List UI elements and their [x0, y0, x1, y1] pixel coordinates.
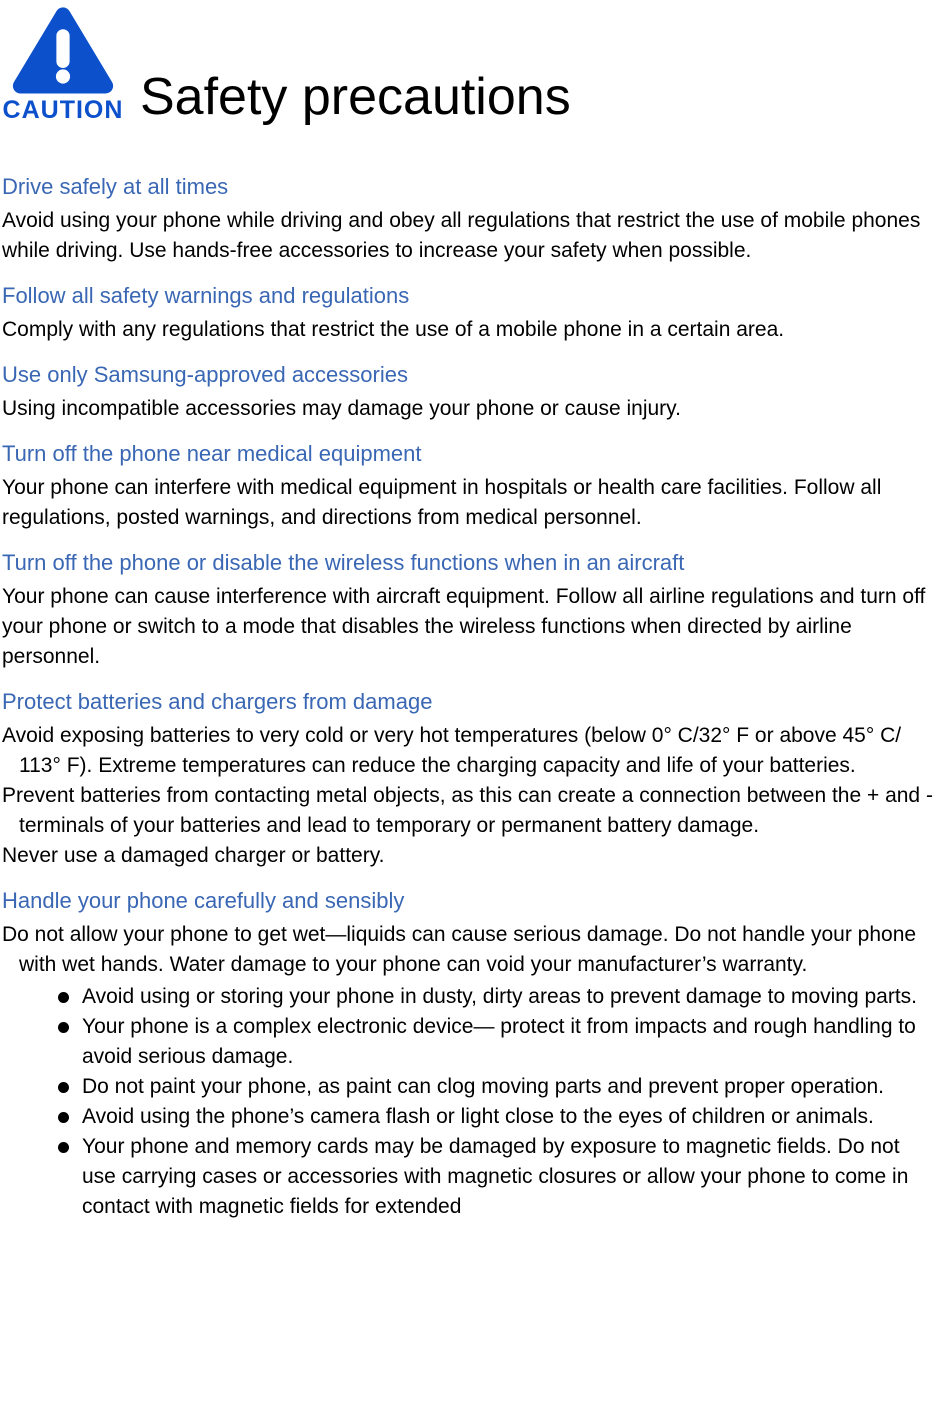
section-heading: Protect batteries and chargers from damage — [2, 689, 433, 714]
list-item-text: Do not paint your phone, as paint can clog moving parts and prevent proper operation. — [82, 1075, 885, 1098]
section-heading: Drive safely at all times — [2, 174, 229, 199]
section-drive-safely — [2, 173, 936, 266]
list-item-text: Avoid using or storing your phone in dusty, dirty areas to prevent damage to moving parts. — [82, 985, 918, 1008]
paragraph: Your phone can cause interference with aircraft equipment. Follow all airline regulations and turn off your phone or switch to a mode that disables the wireless functions when directed by airline personnel. — [2, 585, 926, 668]
paragraph: Do not allow your phone to get wet—liquids can cause serious damage. Do not handle your phone with wet hands. Water damage to your phone can void your manufacturer’s warranty. — [2, 923, 917, 976]
paragraph: Avoid using your phone while driving and obey all regulations that restrict the use of mobile phones while driving. Use hands-free accessories to increase your safety when possible. — [2, 209, 921, 262]
bullet-dot-icon — [58, 1142, 69, 1153]
list-item-text: Avoid using the phone’s camera flash or light close to the eyes of children or animals. — [82, 1105, 874, 1128]
caution-triangle-icon — [11, 4, 115, 96]
section-batteries-chargers — [2, 688, 936, 871]
list-item — [2, 1132, 936, 1222]
section-heading: Turn off the phone or disable the wireless functions when in an aircraft — [2, 550, 685, 575]
list-item — [2, 1072, 936, 1102]
paragraph: Using incompatible accessories may damage your phone or cause injury. — [2, 397, 681, 420]
paragraph: Avoid exposing batteries to very cold or very hot temperatures (below 0° C/32° F or above 45° C/ 113° F). Extreme temperatures can reduce the charging capacity and life of your batteries. — [2, 724, 902, 777]
list-item — [2, 1012, 936, 1072]
section-heading: Turn off the phone near medical equipment — [2, 441, 422, 466]
page-header — [2, 2, 936, 126]
paragraph: Prevent batteries from contacting metal objects, as this can create a connection between the + and - terminals of your batteries and lead to temporary or permanent battery damage. — [2, 784, 933, 837]
page-title: Safety precautions — [140, 68, 571, 126]
list-item-text: Your phone and memory cards may be damaged by exposure to magnetic fields. Do not use carrying cases or accessories with magnetic closures or allow your phone to come in contact with magnetic fields for extended — [82, 1135, 909, 1218]
section-heading: Follow all safety warnings and regulations — [2, 283, 410, 308]
list-item — [2, 1102, 936, 1132]
bullet-dot-icon — [58, 1112, 69, 1123]
bullet-dot-icon — [58, 1022, 69, 1033]
section-approved-accessories — [2, 361, 936, 424]
list-item — [2, 982, 936, 1012]
caution-label: CAUTION — [2, 96, 124, 124]
bullet-dot-icon — [58, 1082, 69, 1093]
section-medical-equipment — [2, 440, 936, 533]
bullet-dot-icon — [58, 992, 69, 1003]
section-heading: Handle your phone carefully and sensibly — [2, 888, 405, 913]
paragraph: Comply with any regulations that restrict the use of a mobile phone in a certain area. — [2, 318, 785, 341]
section-heading: Use only Samsung-approved accessories — [2, 362, 408, 387]
section-handle-carefully — [2, 887, 936, 1222]
paragraph: Your phone can interfere with medical equipment in hospitals or health care facilities. Follow all regulations, posted warnings, and directions from medical personnel. — [2, 476, 882, 529]
bullet-list — [2, 982, 936, 1222]
caution-icon-block — [2, 4, 124, 123]
section-aircraft — [2, 549, 936, 672]
paragraph: Never use a damaged charger or battery. — [2, 844, 385, 867]
list-item-text: Your phone is a complex electronic device— protect it from impacts and rough handling to avoid serious damage. — [82, 1015, 916, 1068]
section-safety-warnings — [2, 282, 936, 345]
